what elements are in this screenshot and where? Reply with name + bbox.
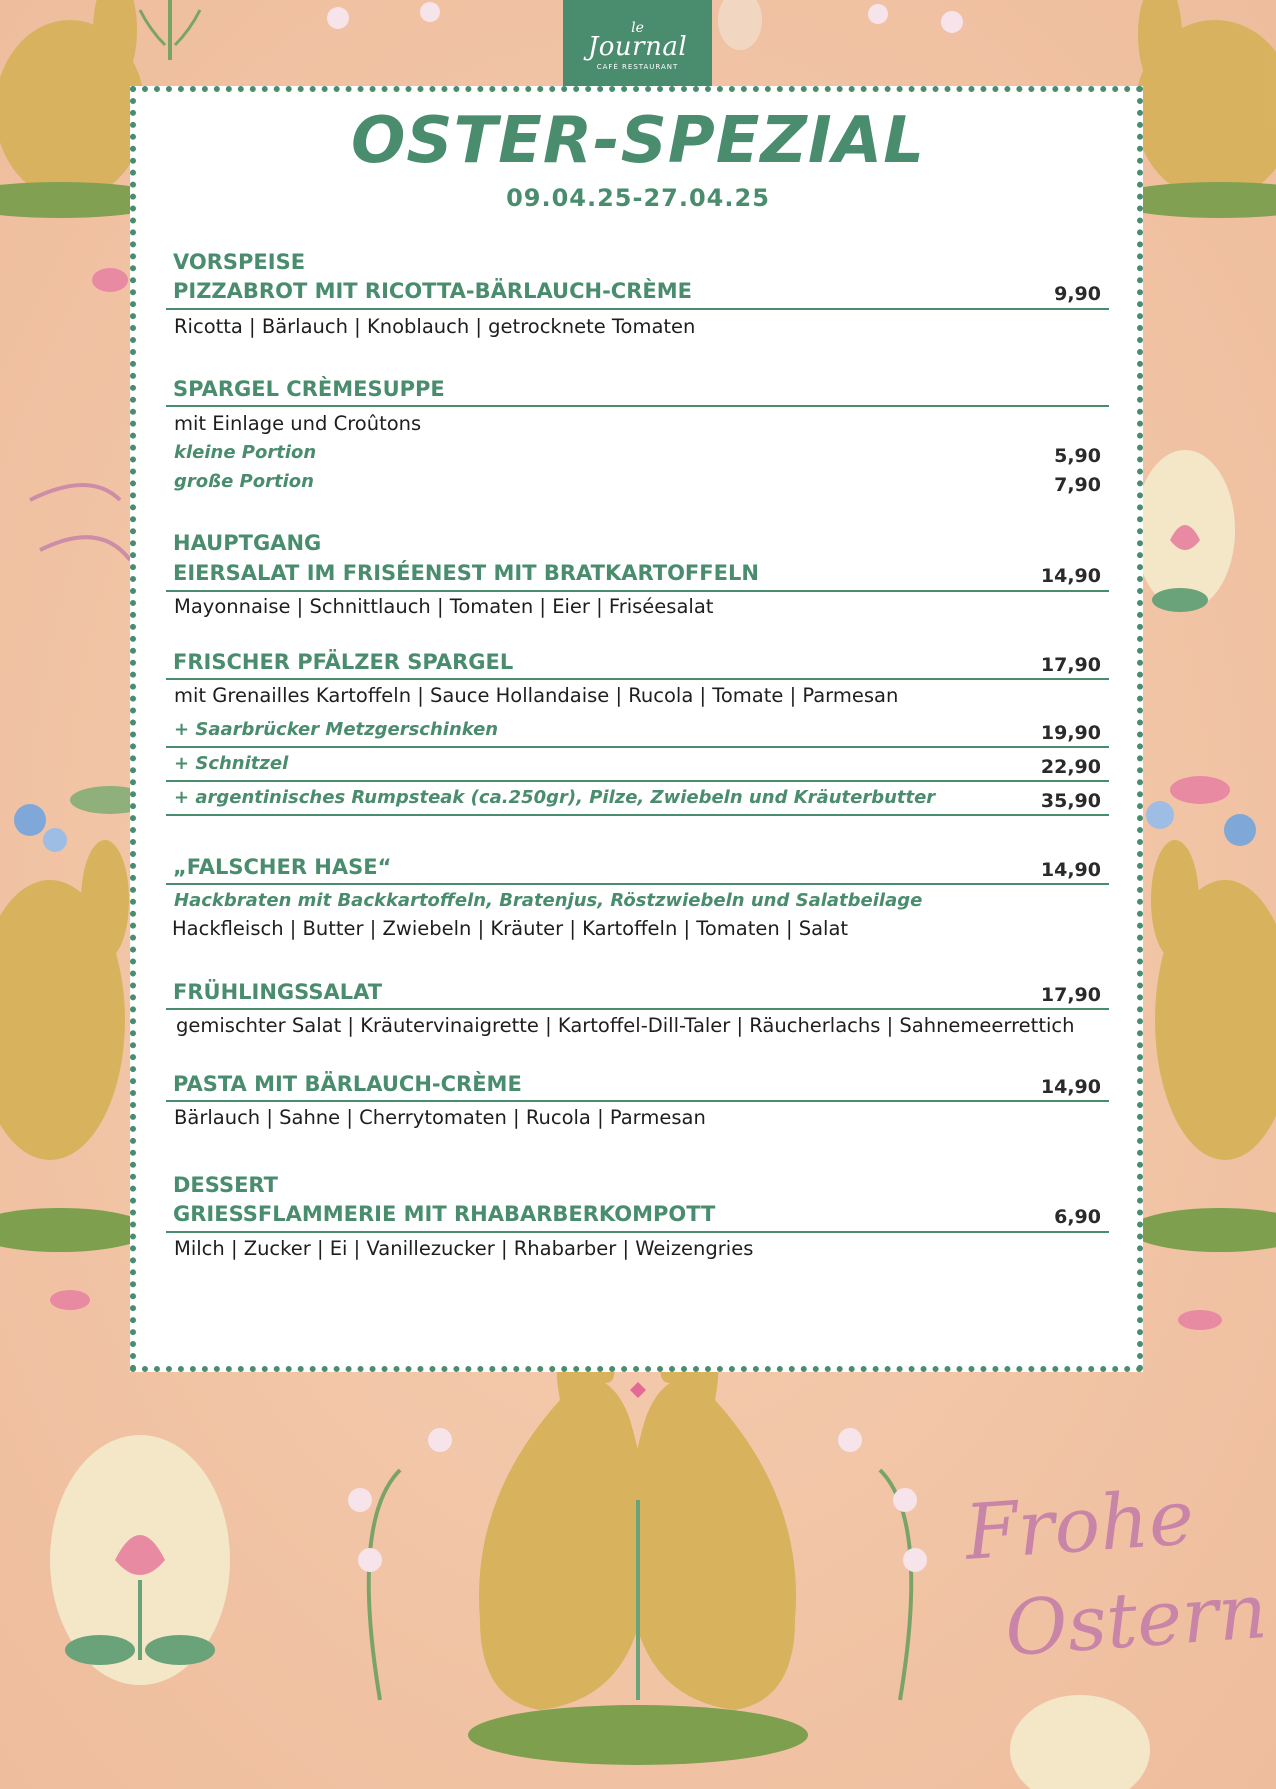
dish-desc-falscher-hase: Hackfleisch | Butter | Zwiebeln | Kräuter | Kartoffeln | Tomaten | Salat: [172, 917, 849, 940]
dish-name-eiersalat: EIERSALAT IM FRISÉENEST MIT BRATKARTOFFELN: [173, 561, 759, 585]
dish-price-pasta: 14,90: [1040, 1076, 1101, 1098]
divider: [166, 590, 1109, 592]
dish-price-eiersalat: 14,90: [1040, 565, 1101, 587]
dish-name-pizzabrot: PIZZABROT MIT RICOTTA-BÄRLAUCH-CRÈME: [173, 279, 692, 303]
easter-egg-icon: [50, 1435, 230, 1685]
divider: [166, 405, 1109, 407]
addon-price-rumpsteak: 35,90: [1040, 790, 1101, 812]
section-heading-vorspeise: VORSPEISE: [173, 250, 306, 274]
divider: [166, 883, 1109, 885]
greeting-ostern: Ostern: [1002, 1565, 1270, 1674]
divider: [166, 746, 1109, 748]
divider: [166, 1231, 1109, 1233]
dish-name-pfaelzer-spargel: FRISCHER PFÄLZER SPARGEL: [173, 650, 514, 674]
addon-rumpsteak: + argentinisches Rumpsteak (ca.250gr), Pilze, Zwiebeln und Kräuterbutter: [174, 787, 936, 808]
menu-dates: 09.04.25-27.04.25: [506, 184, 770, 212]
dish-desc-griessflammerie: Milch | Zucker | Ei | Vanillezucker | Rhabarber | Weizengries: [174, 1237, 754, 1260]
section-heading-dessert: DESSERT: [173, 1173, 278, 1197]
dish-desc-pfaelzer-spargel: mit Grenailles Kartoffeln | Sauce Hollandaise | Rucola | Tomate | Parmesan: [174, 684, 899, 707]
dish-desc-spargelsuppe: mit Einlage und Croûtons: [174, 412, 422, 435]
dish-name-fruehlingssalat: FRÜHLINGSSALAT: [173, 980, 383, 1004]
option-price-kleine-portion: 5,90: [1054, 445, 1101, 467]
dish-name-spargelsuppe: SPARGEL CRÈMESUPPE: [173, 377, 445, 401]
addon-metzgerschinken: + Saarbrücker Metzgerschinken: [174, 719, 499, 740]
divider: [166, 1008, 1109, 1010]
dish-desc-fruehlingssalat: gemischter Salat | Kräutervinaigrette | Kartoffel-Dill-Taler | Räucherlachs | Sahnemeerrettich: [176, 1014, 1075, 1037]
divider: [166, 678, 1109, 680]
dish-price-griessflammerie: 6,90: [1054, 1206, 1101, 1228]
section-heading-hauptgang: HAUPTGANG: [173, 531, 322, 555]
dish-name-pasta: PASTA MIT BÄRLAUCH-CRÈME: [173, 1072, 522, 1096]
dish-price-falscher-hase: 14,90: [1040, 859, 1101, 881]
dish-subtitle-falscher-hase: Hackbraten mit Backkartoffeln, Bratenjus, Röstzwiebeln und Salatbeilage: [174, 890, 923, 911]
dish-price-fruehlingssalat: 17,90: [1040, 984, 1101, 1006]
menu-title: OSTER-SPEZIAL: [351, 104, 925, 178]
divider: [166, 814, 1109, 816]
dish-name-griessflammerie: GRIESSFLAMMERIE MIT RHABARBERKOMPOTT: [173, 1202, 716, 1226]
addon-schnitzel: + Schnitzel: [174, 753, 289, 774]
dish-desc-pasta: Bärlauch | Sahne | Cherrytomaten | Rucola | Parmesan: [174, 1106, 706, 1129]
divider: [166, 308, 1109, 310]
restaurant-logo: [563, 0, 712, 88]
option-label-kleine-portion: kleine Portion: [174, 442, 317, 463]
dish-desc-pizzabrot: Ricotta | Bärlauch | Knoblauch | getrocknete Tomaten: [174, 315, 696, 338]
option-label-grosse-portion: große Portion: [174, 471, 314, 492]
logo-subtitle: CAFÉ RESTAURANT: [596, 63, 679, 71]
dish-name-falscher-hase: „FALSCHER HASE“: [173, 855, 392, 879]
option-price-grosse-portion: 7,90: [1054, 474, 1101, 496]
dish-desc-eiersalat: Mayonnaise | Schnittlauch | Tomaten | Eier | Friséesalat: [174, 595, 714, 618]
divider: [166, 780, 1109, 782]
logo-name: Journal: [587, 32, 688, 62]
greeting-frohe: Frohe: [962, 1472, 1197, 1577]
addon-price-metzgerschinken: 19,90: [1040, 722, 1101, 744]
logo-le: le: [631, 20, 644, 36]
dish-price-pizzabrot: 9,90: [1054, 283, 1101, 305]
divider: [166, 1100, 1109, 1102]
dish-price-pfaelzer-spargel: 17,90: [1040, 654, 1101, 676]
addon-price-schnitzel: 22,90: [1040, 756, 1101, 778]
